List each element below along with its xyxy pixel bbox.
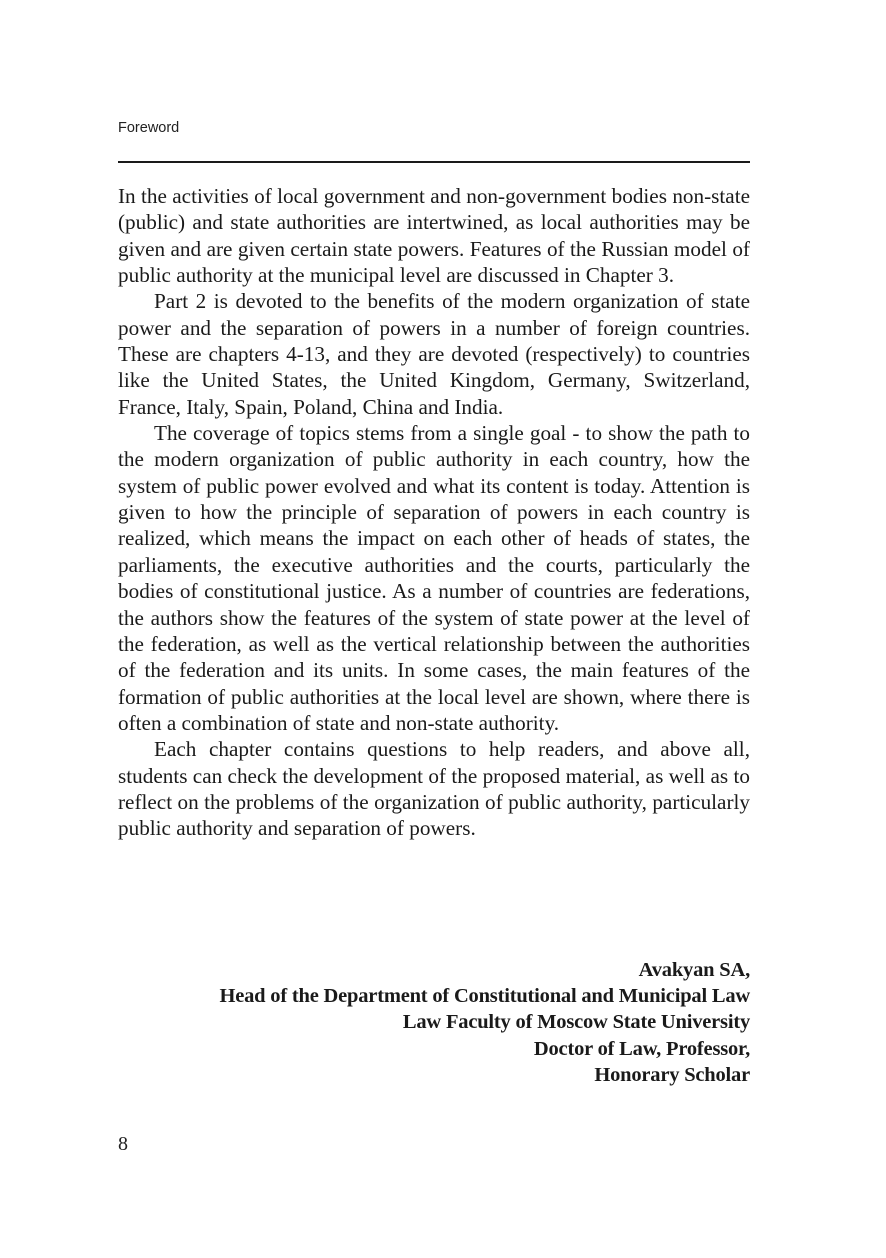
paragraph: In the activities of local government and non-government bodies non-state (public) and state authorities are intertwined, as local authorities may be given and are given certain state powers. Features of the Russian model of public authority at the municipal level are discussed in Chapter 3. xyxy=(118,184,750,288)
running-header-title: Foreword xyxy=(118,120,180,136)
author-position: Head of the Department of Constitutional and Municipal Law xyxy=(219,985,750,1008)
author-name: Avakyan SA, xyxy=(638,959,750,981)
author-degree: Doctor of Law, Professor, xyxy=(533,1037,750,1060)
page-number: 8 xyxy=(118,1133,128,1155)
paragraph: Each chapter contains questions to help readers, and above all, students can check the development of the proposed material, as well as to reflect on the problems of the organization of public authority, particularly public authority and separation of powers. xyxy=(118,737,750,841)
author-signature xyxy=(219,957,750,1088)
body-text xyxy=(118,183,750,842)
author-affiliation: Law Faculty of Moscow State University xyxy=(402,1011,750,1034)
author-honor: Honorary Scholar xyxy=(594,1063,750,1086)
header-rule xyxy=(118,161,750,163)
paragraph: The coverage of topics stems from a single goal - to show the path to the modern organization of public authority in each country, how the system of public power evolved and what its content is today. Attention is given to how the principle of separation of powers in each country is realized, which means the impact on each other of heads of states, the parliaments, the executive authorities and the courts, particularly the bodies of constitutional justice. As a number of countries are federations, the authors show the features of the system of state power at the level of the federation, as well as the vertical relationship between the authorities of the federation and its units. In some cases, the main features of the formation of public authorities at the local level are shown, where there is often a combination of state and non-state authority. xyxy=(118,421,750,735)
paragraph: Part 2 is devoted to the benefits of the modern organization of state power and the separation of powers in a number of foreign countries. These are chapters 4-13, and they are devoted (respectively) to countries like the United States, the United Kingdom, Germany, Switzerland, France, Italy, Spain, Poland, China and India. xyxy=(118,289,750,419)
